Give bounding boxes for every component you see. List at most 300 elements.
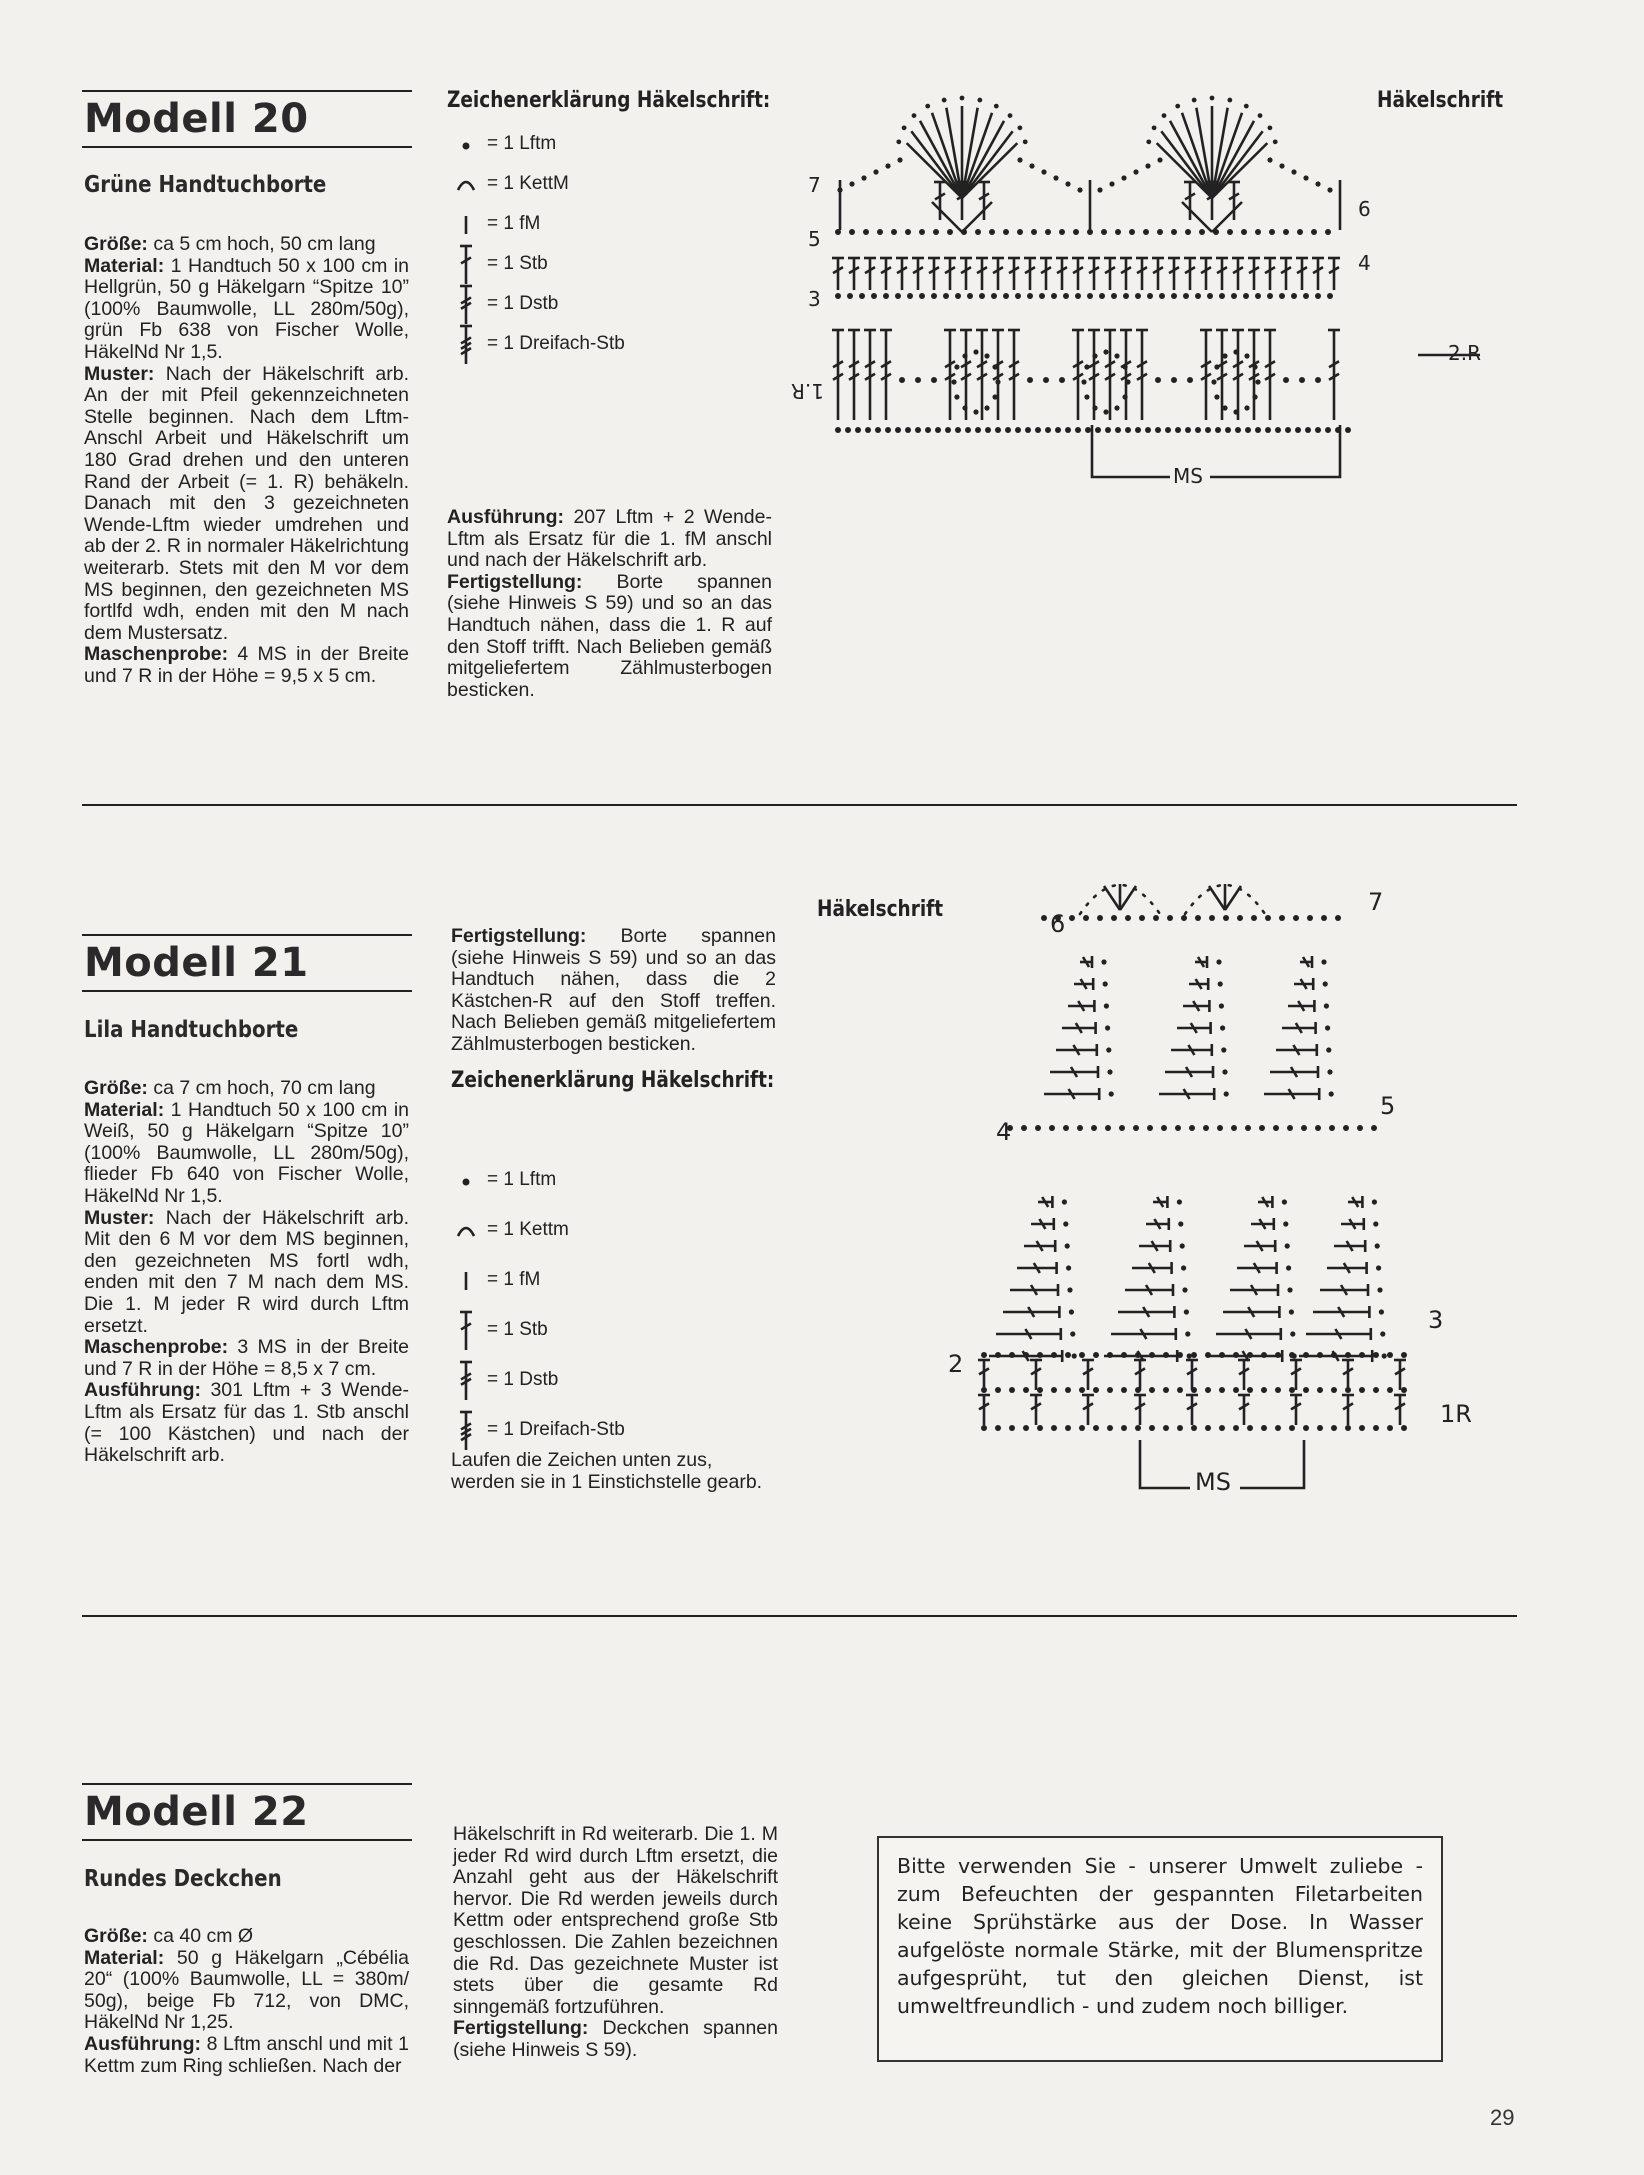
chain-stitch-mark: [977, 98, 982, 103]
chain-stitch-mark: [1219, 1425, 1225, 1431]
chain-stitch-mark: [1379, 1309, 1384, 1314]
chain-stitch-mark: [925, 427, 931, 433]
row-label-7: 7: [808, 173, 821, 197]
dot-icon: [455, 1158, 477, 1202]
chain-stitch-mark: [954, 394, 959, 399]
chain-stitch-mark: [1237, 915, 1243, 921]
chain-stitch-mark: [1005, 427, 1011, 433]
chain-stitch-mark: [1359, 1425, 1365, 1431]
model-20-crochet-chart: [780, 80, 1520, 500]
stitch-mark: [460, 1412, 472, 1450]
chain-stitch-mark: [1145, 163, 1150, 168]
chain-stitch-mark: [943, 293, 949, 299]
chain-stitch-mark: [1039, 293, 1045, 299]
label-material: Material:: [84, 1098, 165, 1121]
chain-stitch-mark: [1285, 427, 1291, 433]
chain-stitch-mark: [1301, 1125, 1307, 1131]
chain-stitch-mark: [1177, 1199, 1182, 1204]
chain-stitch-mark: [1327, 1069, 1332, 1074]
chain-stitch-mark: [1317, 1387, 1323, 1393]
chain-stitch-mark: [1023, 1425, 1029, 1431]
chain-stitch-mark: [1070, 1331, 1075, 1336]
chain-stitch-mark: [1015, 293, 1021, 299]
chain-stitch-mark: [1135, 427, 1141, 433]
label-groesse: Größe:: [84, 1925, 148, 1947]
legend-label: = 1 Dreifach-Stb: [487, 1419, 625, 1440]
stitch-mark: [932, 202, 962, 232]
stitch-mark: [1232, 330, 1244, 420]
chain-stitch-mark: [1171, 293, 1177, 299]
stitch-mark: [944, 330, 956, 420]
stitch-mark: [996, 1328, 1061, 1340]
chain-stitch-mark: [1125, 427, 1131, 433]
chain-stitch-mark: [1251, 915, 1257, 921]
chain-stitch-mark: [1187, 1353, 1192, 1358]
chain-stitch-mark: [1111, 915, 1117, 921]
chain-stitch-mark: [1035, 1125, 1041, 1131]
chain-stitch-mark: [1297, 229, 1303, 235]
chain-stitch-mark: [835, 293, 841, 299]
chain-stitch-mark: [967, 293, 973, 299]
chain-stitch-mark: [896, 139, 901, 144]
stitch-mark: [1216, 258, 1228, 290]
stitch-mark: [1186, 1360, 1198, 1390]
chain-stitch-mark: [981, 1425, 987, 1431]
chain-stitch-mark: [1327, 187, 1332, 192]
legend-label: = 1 fM: [487, 213, 541, 234]
text-continued: Häkelschrift in Rd weiterarb. Die 1. M jeder Rd wird durch Lftm ersetzt, die Anzahl geht aus der Häkelschrift hervor. Die Rd werden jeweils durch Kettm oder entsprechend große Stb geschlossen. Die Zahlen bezeichnen die Rd. Das gezeichnete Muster ist stets über die gesamte Rd sinngemäß fortzuführen.: [453, 1823, 778, 2018]
stitch-mark: [932, 113, 962, 198]
chain-stitch-mark: [1051, 1387, 1057, 1393]
stitch-mark: [1125, 1284, 1173, 1296]
chain-stitch-mark: [899, 377, 905, 383]
chain-stitch-mark: [849, 229, 855, 235]
chain-stitch-mark: [1065, 1387, 1071, 1393]
label-ausfuehrung: Ausführung:: [84, 2032, 201, 2055]
stitch-mark: [896, 258, 908, 290]
stitch-mark: [1161, 131, 1212, 198]
chain-stitch-mark: [1373, 1352, 1379, 1358]
chain-stitch-mark: [1315, 1125, 1321, 1131]
chain-stitch-mark: [1325, 1025, 1330, 1030]
bar-icon: [455, 202, 477, 246]
chain-stitch-mark: [1159, 293, 1165, 299]
chain-stitch-mark: [975, 427, 981, 433]
chain-stitch-mark: [1017, 157, 1022, 162]
stitch-mark: [1044, 1088, 1099, 1100]
chain-stitch-mark: [1122, 364, 1127, 369]
label-fertigstellung: Fertigstellung:: [447, 570, 583, 593]
label-muster: Muster:: [84, 362, 155, 385]
chain-stitch-mark: [1357, 1125, 1363, 1131]
chain-stitch-mark: [1219, 1003, 1224, 1008]
chain-stitch-mark: [1244, 353, 1249, 358]
chain-stitch-mark: [1185, 1331, 1190, 1336]
chain-stitch-mark: [1163, 1425, 1169, 1431]
label-muster: Muster:: [84, 1206, 155, 1229]
chain-stitch-mark: [1205, 1387, 1211, 1393]
ms-label: MS: [1173, 464, 1203, 488]
chain-stitch-mark: [1133, 169, 1138, 174]
stitch-mark: [1082, 1395, 1094, 1425]
chain-stitch-mark: [973, 349, 978, 354]
chain-stitch-mark: [895, 293, 901, 299]
chain-stitch-mark: [1269, 229, 1275, 235]
chain-stitch-mark: [1261, 1387, 1267, 1393]
stitch-mark: [962, 113, 992, 198]
chain-stitch-mark: [1157, 157, 1162, 162]
chain-stitch-mark: [1092, 353, 1097, 358]
chain-stitch-mark: [1205, 1425, 1211, 1431]
chain-stitch-mark: [1321, 915, 1327, 921]
chain-stitch-mark: [1224, 1091, 1229, 1096]
chain-stitch-mark: [1097, 915, 1103, 921]
model-20-title: Modell 20: [84, 96, 309, 142]
text-groesse: ca 5 cm hoch, 50 cm lang: [147, 233, 376, 255]
chain-stitch-mark: [871, 293, 877, 299]
chain-stitch-mark: [1065, 1243, 1070, 1248]
chain-stitch-mark: [1244, 104, 1249, 109]
chain-stitch-mark: [1255, 293, 1261, 299]
chain-stitch-mark: [1219, 1387, 1225, 1393]
chain-stitch-mark: [1122, 394, 1127, 399]
chain-stitch-mark: [1233, 409, 1238, 414]
stitch-mark: [1251, 1218, 1274, 1230]
chain-stitch-mark: [1317, 1425, 1323, 1431]
stitch-mark: [1327, 1262, 1367, 1274]
chain-stitch-mark: [1267, 157, 1272, 162]
chain-stitch-mark: [873, 169, 878, 174]
chain-stitch-mark: [1101, 229, 1107, 235]
chain-stitch-mark: [1104, 1003, 1109, 1008]
stitch-mark: [1159, 1088, 1214, 1100]
chain-stitch-mark: [1215, 427, 1221, 433]
chain-stitch-mark: [845, 427, 851, 433]
chain-stitch-mark: [991, 293, 997, 299]
stitch-mark: [460, 1362, 472, 1400]
chain-stitch-mark: [1029, 163, 1034, 168]
chain-stitch-mark: [1326, 1047, 1331, 1052]
stitch-mark: [1072, 330, 1084, 420]
stitch-mark: [1080, 956, 1092, 968]
chain-stitch-mark: [1147, 1125, 1153, 1131]
text-muster: Nach der Häkelschrift arb. Mit den 6 M vor dem MS beginnen, den gezeichneten MS fortl wdh, enden mit den 7 M nach dem MS. Die 1. M jeder R wird durch Lftm ersetzt.: [84, 1206, 409, 1337]
stitch-mark: [1212, 202, 1242, 232]
page-number: 29: [1490, 2105, 1515, 2130]
chain-stitch-mark: [931, 377, 937, 383]
chain-stitch-mark: [1095, 427, 1101, 433]
stitch-mark: [1223, 1306, 1279, 1318]
stitch-mark: [1282, 1022, 1316, 1034]
chain-stitch-mark: [1155, 427, 1161, 433]
stitch-mark: [1030, 1360, 1042, 1390]
stitch-mark: [1209, 886, 1225, 910]
chain-stitch-mark: [995, 379, 1000, 384]
bar-icon: [455, 1258, 477, 1302]
chain-stitch-mark: [1091, 1125, 1097, 1131]
stitch-mark: [1238, 1360, 1250, 1390]
chain-stitch-mark: [951, 379, 956, 384]
stitch-mark: [832, 330, 844, 420]
stitch-mark: [1008, 330, 1020, 420]
chain-stitch-mark: [919, 293, 925, 299]
stitch-3-icon: [455, 322, 477, 366]
chain-stitch-mark: [1241, 229, 1247, 235]
chain-stitch-mark: [960, 96, 965, 101]
stitch-mark: [864, 330, 876, 420]
stitch-mark: [1182, 202, 1212, 232]
chain-stitch-mark: [1077, 1125, 1083, 1131]
chain-stitch-mark: [1125, 379, 1130, 384]
model-21-subtitle: Lila Handtuchborte: [84, 1017, 299, 1043]
chain-stitch-mark: [897, 157, 902, 162]
chain-stitch-mark: [1092, 405, 1097, 410]
stitch-mark: [1050, 1066, 1098, 1078]
chain-stitch-mark: [1075, 293, 1081, 299]
chain-stitch-mark: [1084, 364, 1089, 369]
stitch-mark: [460, 1312, 472, 1350]
chain-stitch-mark: [1331, 1387, 1337, 1393]
chain-stitch-mark: [1157, 229, 1163, 235]
arc-icon: [455, 162, 477, 206]
chain-stitch-mark: [885, 163, 890, 168]
chain-stitch-mark: [1021, 1125, 1027, 1131]
chain-stitch-mark: [1059, 377, 1065, 383]
dot-icon: [455, 122, 477, 166]
chain-stitch-mark: [1121, 175, 1126, 180]
chain-stitch-mark: [1221, 1047, 1226, 1052]
stitch-mark: [1342, 1360, 1354, 1390]
stitch-mark: [1104, 258, 1116, 290]
chain-stitch-mark: [1143, 229, 1149, 235]
chain-stitch-mark: [1315, 181, 1320, 186]
chain-stitch-mark: [1245, 427, 1251, 433]
chain-stitch-mark: [865, 427, 871, 433]
chain-stitch-mark: [1045, 427, 1051, 433]
chain-stitch-mark: [1149, 1387, 1155, 1393]
chain-stitch-mark: [847, 293, 853, 299]
chain-stitch-mark: [1065, 1425, 1071, 1431]
model-22-subtitle: Rundes Deckchen: [84, 1866, 282, 1892]
chain-stitch-mark: [935, 427, 941, 433]
label-fertigstellung: Fertigstellung:: [453, 2017, 589, 2040]
label-ausfuehrung: Ausführung:: [84, 1379, 201, 1402]
chain-stitch-mark: [1105, 1125, 1111, 1131]
chain-stitch-mark: [1115, 427, 1121, 433]
chain-stitch-mark: [1114, 405, 1119, 410]
stitch-mark: [1008, 258, 1020, 290]
stitch-mark: [1312, 258, 1324, 290]
row-label-6: 6: [1050, 910, 1066, 938]
chain-stitch-mark: [1121, 1387, 1127, 1393]
row-label-4: 4: [1358, 251, 1371, 275]
row-label-3: 3: [808, 287, 821, 311]
chain-stitch-mark: [979, 293, 985, 299]
stitch-mark: [1183, 1000, 1209, 1012]
chain-stitch-mark: [1279, 915, 1285, 921]
chain-stitch-mark: [1177, 1387, 1183, 1393]
model-21-legend-note: Laufen die Zeichen unten zus, werden sie in 1 Einstichstelle gearb.: [451, 1449, 763, 1493]
chain-stitch-mark: [1065, 427, 1071, 433]
stitch-mark: [1394, 1395, 1406, 1425]
chain-stitch-mark: [1145, 427, 1151, 433]
chain-stitch-mark: [1103, 981, 1108, 986]
model-21-instructions: [84, 1078, 409, 1467]
stitch-mark: [1200, 330, 1212, 420]
chain-stitch-mark: [1303, 293, 1309, 299]
stitch-mark: [460, 326, 472, 364]
chain-stitch-mark: [992, 394, 997, 399]
chain-stitch-mark: [1051, 1425, 1057, 1431]
stitch-mark: [1334, 1240, 1365, 1252]
chain-stitch-mark: [1015, 427, 1021, 433]
title-rule-bottom: [82, 990, 412, 992]
chain-stitch-mark: [973, 409, 978, 414]
chain-stitch-mark: [1195, 915, 1201, 921]
chain-stitch-mark: [1225, 427, 1231, 433]
chain-stitch-mark: [885, 427, 891, 433]
chain-stitch-mark: [1037, 1425, 1043, 1431]
legend-label: = 1 Dstb: [487, 1369, 559, 1390]
chain-stitch-mark: [1155, 377, 1161, 383]
chain-stitch-mark: [975, 229, 981, 235]
chain-stitch-mark: [1146, 139, 1151, 144]
row-label-7: 7: [1368, 888, 1384, 916]
chain-stitch-mark: [1178, 1221, 1183, 1226]
chain-stitch-mark: [1218, 981, 1223, 986]
stitch-mark: [1280, 258, 1292, 290]
chain-stitch-mark: [883, 293, 889, 299]
chain-stitch-mark: [1063, 293, 1069, 299]
chain-stitch-mark: [1211, 379, 1216, 384]
chain-stitch-mark: [1045, 229, 1051, 235]
text-material: 1 Handtuch 50 x 100 cm in Weiß, 50 g Häkelgarn “Spitze 10” (100% Baumwolle, LL 280m/50g), flieder Fb 640 von Fischer Wolle, HäkelNd Nr 1,5.: [84, 1098, 409, 1207]
stitch-mark: [1146, 1218, 1169, 1230]
chain-stitch-mark: [1093, 1352, 1099, 1358]
chain-stitch-mark: [1189, 1125, 1195, 1131]
chain-stitch-mark: [995, 1387, 1001, 1393]
chain-stitch-mark: [1079, 1352, 1085, 1358]
stitch-mark: [1153, 1196, 1167, 1208]
chain-stitch-mark: [1293, 915, 1299, 921]
chain-stitch-mark: [1043, 377, 1049, 383]
chain-stitch-mark: [1247, 1387, 1253, 1393]
chain-stitch-mark: [1289, 1309, 1294, 1314]
stitch-mark: [1072, 258, 1084, 290]
chain-stitch-mark: [1041, 169, 1046, 174]
stitch-mark: [1276, 1044, 1317, 1056]
chain-stitch-mark: [1290, 1331, 1295, 1336]
stitch-mark: [1003, 1306, 1059, 1318]
title-rule-top: [82, 934, 412, 936]
label-fertigstellung: Fertigstellung:: [451, 925, 587, 947]
stitch-mark: [1030, 1395, 1042, 1425]
chain-stitch-mark: [859, 293, 865, 299]
stitch-mark: [1270, 1066, 1318, 1078]
stitch-mark: [1040, 258, 1052, 290]
chain-stitch-mark: [1323, 981, 1328, 986]
model-21-crochet-chart: [940, 850, 1500, 1510]
chain-stitch-mark: [1018, 125, 1023, 130]
stitch-mark: [912, 258, 924, 290]
chain-stitch-mark: [1252, 394, 1257, 399]
chain-stitch-mark: [855, 427, 861, 433]
chain-stitch-mark: [992, 364, 997, 369]
chain-stitch-mark: [1345, 427, 1351, 433]
chain-stitch-mark: [1214, 364, 1219, 369]
chain-stitch-mark: [1243, 293, 1249, 299]
text-material: 50 g Häkelgarn „Cébélia 20“ (100% Baumwolle, LL = 380m/ 50g), beige Fb 712, von DMC, HäkelNd Nr 1,25.: [84, 1946, 409, 2034]
text-groesse: ca 40 cm Ø: [147, 1925, 254, 1947]
legend-row: [455, 1408, 625, 1452]
chain-stitch-mark: [945, 427, 951, 433]
chain-stitch-mark: [1291, 293, 1297, 299]
chain-stitch-mark: [1210, 96, 1215, 101]
legend-row: [455, 1258, 540, 1302]
chain-stitch-mark: [1227, 229, 1233, 235]
chain-stitch-mark: [1139, 915, 1145, 921]
chain-stitch-mark: [1195, 427, 1201, 433]
stitch-3-icon: [455, 1408, 477, 1452]
chain-stitch-mark: [1163, 1387, 1169, 1393]
chain-stitch-mark: [1299, 377, 1305, 383]
chain-stitch-mark: [1017, 229, 1023, 235]
chain-stitch-mark: [1227, 98, 1232, 103]
chain-stitch-mark: [863, 229, 869, 235]
chain-stitch-mark: [1079, 1425, 1085, 1431]
chain-stitch-mark: [1003, 229, 1009, 235]
chain-stitch-mark: [1275, 1425, 1281, 1431]
stitch-mark: [1296, 258, 1308, 290]
chain-stitch-mark: [1203, 1125, 1209, 1131]
text-material: 1 Handtuch 50 x 100 cm in Hellgrün, 50 g Häkelgarn “Spitze 10” (100% Baumwolle, LL 280m/50g), grün Fb 638 von Fischer Wolle, HäkelNd Nr 1,5.: [84, 254, 409, 363]
chain-stitch-mark: [1231, 293, 1237, 299]
environment-note-box: Bitte verwenden Sie - unserer Umwelt zuliebe - zum Befeuchten der gespannten Filetarbeiten keine Sprühstärke aus der Dose. In Wasser aufgelöste normale Stärke, mit der Blumenspritze aufgesprüht, tut den gleichen Dienst, ist umweltfreundlich - und zudem noch billiger.: [877, 1836, 1443, 2062]
chain-stitch-mark: [1376, 1265, 1381, 1270]
row-label-2: 2.R: [1448, 341, 1481, 365]
stitch-mark: [1120, 258, 1132, 290]
chain-stitch-mark: [1303, 1387, 1309, 1393]
stitch-mark: [1120, 330, 1132, 420]
stitch-mark: [1184, 258, 1196, 290]
chain-stitch-mark: [907, 293, 913, 299]
stitch-mark: [1024, 1240, 1055, 1252]
stitch-mark: [1212, 113, 1242, 198]
chain-stitch-mark: [1222, 353, 1227, 358]
chain-stitch-mark: [1255, 229, 1261, 235]
stitch-mark: [1118, 1306, 1174, 1318]
chain-stitch-mark: [1031, 229, 1037, 235]
chain-stitch-mark: [965, 427, 971, 433]
chain-stitch-mark: [1233, 349, 1238, 354]
stitch-1-icon: [455, 242, 477, 286]
chain-stitch-mark: [1041, 915, 1047, 921]
legend-row: [455, 1158, 556, 1202]
chain-stitch-mark: [1114, 353, 1119, 358]
stitch-mark: [1074, 978, 1093, 990]
chain-stitch-mark: [1373, 1425, 1379, 1431]
chain-stitch-mark: [1101, 959, 1106, 964]
chain-stitch-mark: [1009, 1387, 1015, 1393]
legend-row: [455, 162, 569, 206]
stitch-mark: [460, 286, 472, 324]
chain-stitch-mark: [1084, 394, 1089, 399]
stitch-mark: [1212, 131, 1263, 198]
section-divider-1: [82, 804, 1517, 806]
stitch-mark: [1288, 1000, 1314, 1012]
label-groesse: Größe:: [84, 233, 148, 255]
legend-label: = 1 Stb: [487, 253, 548, 274]
